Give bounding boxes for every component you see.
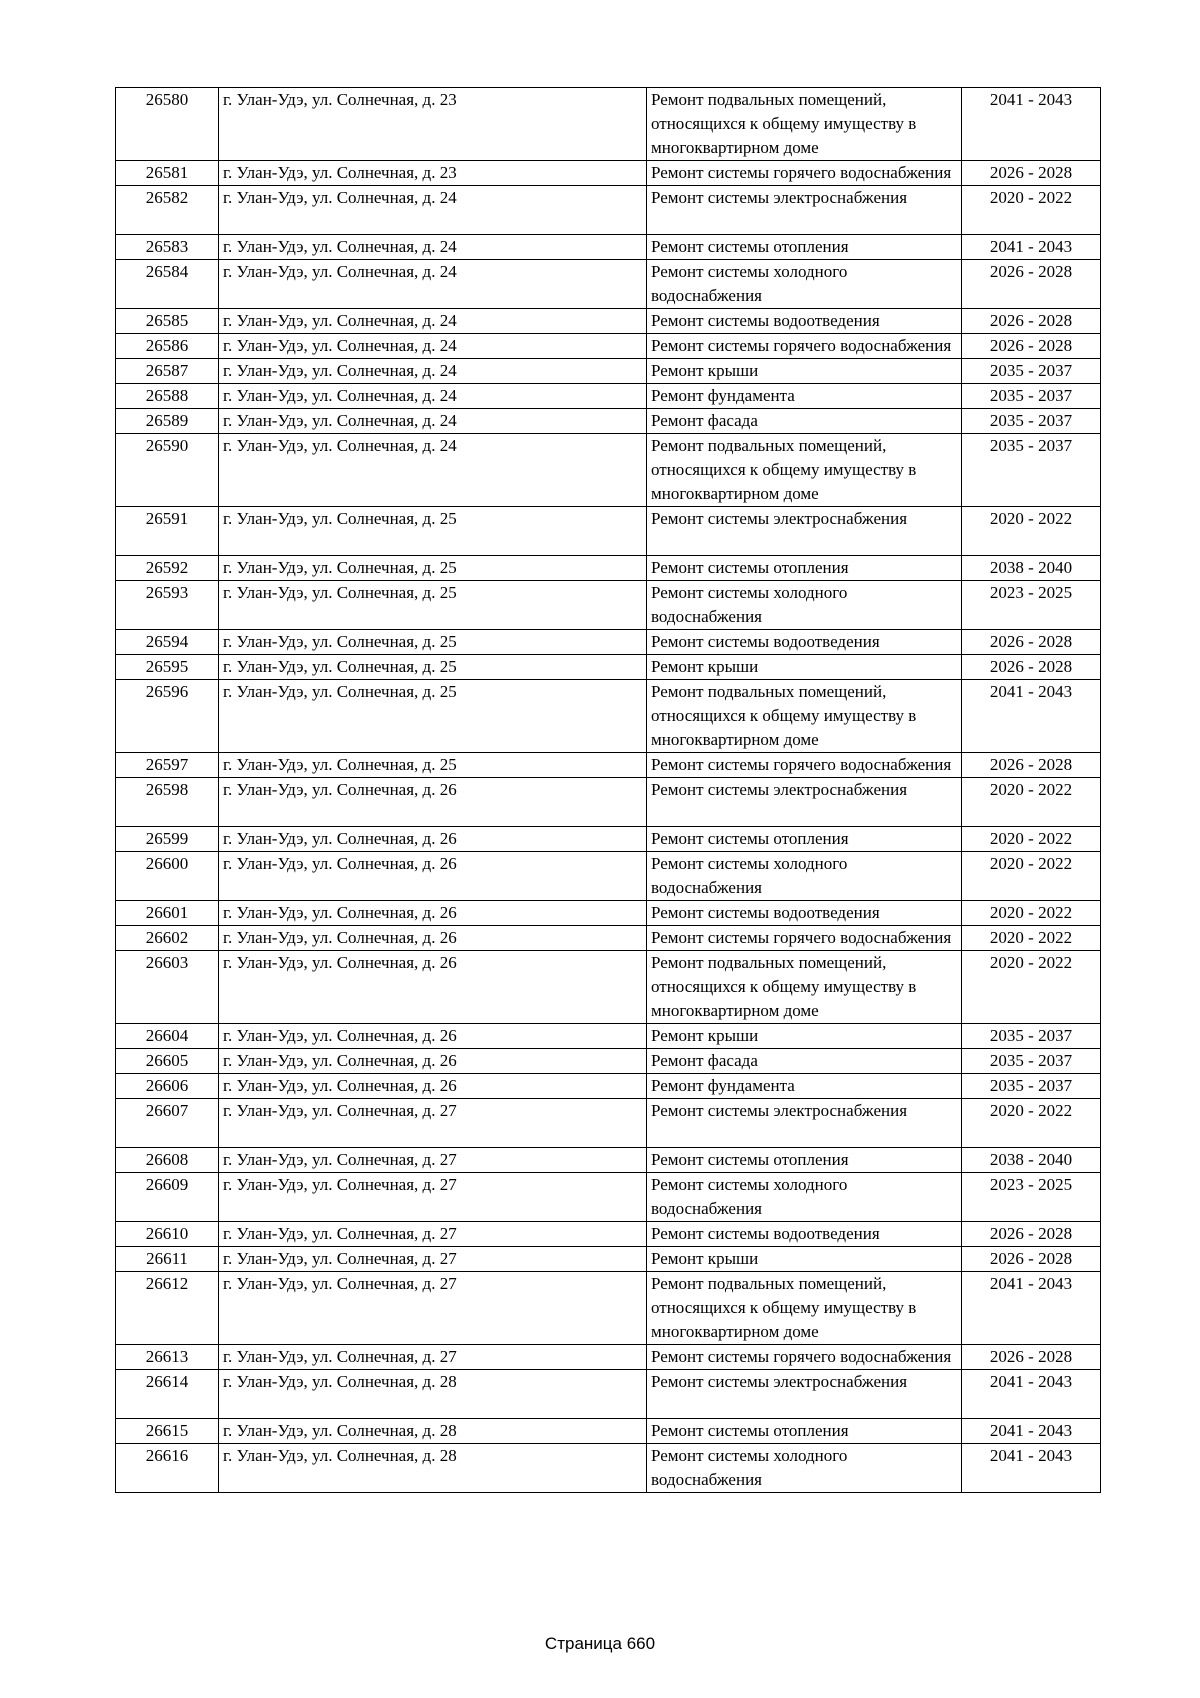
row-years-cell: 2020 - 2022: [962, 951, 1101, 1024]
table-row: [116, 334, 1101, 359]
row-work-cell: Ремонт системы горячего водоснабжения: [647, 161, 962, 186]
row-work-cell: Ремонт системы горячего водоснабжения: [647, 1345, 962, 1370]
row-years-cell: 2026 - 2028: [962, 655, 1101, 680]
row-years-cell: 2041 - 2043: [962, 1444, 1101, 1493]
row-years-cell: 2026 - 2028: [962, 1222, 1101, 1247]
row-address-cell: г. Улан-Удэ, ул. Солнечная, д. 24: [219, 434, 647, 507]
table-row: [116, 1370, 1101, 1419]
row-years-cell: 2020 - 2022: [962, 901, 1101, 926]
row-number-cell: 26606: [116, 1074, 219, 1099]
row-number-cell: 26601: [116, 901, 219, 926]
row-address-cell: г. Улан-Удэ, ул. Солнечная, д. 28: [219, 1370, 647, 1419]
row-years-cell: 2020 - 2022: [962, 827, 1101, 852]
row-years-cell: 2026 - 2028: [962, 334, 1101, 359]
row-work-cell: Ремонт подвальных помещений, относящихся к общему имуществу в многоквартирном доме: [647, 88, 962, 161]
table-row: [116, 186, 1101, 235]
row-work-cell: Ремонт системы отопления: [647, 556, 962, 581]
row-work-cell: Ремонт системы водоотведения: [647, 1222, 962, 1247]
row-address-cell: г. Улан-Удэ, ул. Солнечная, д. 25: [219, 680, 647, 753]
row-number-cell: 26607: [116, 1099, 219, 1148]
row-address-cell: г. Улан-Удэ, ул. Солнечная, д. 26: [219, 951, 647, 1024]
row-address-cell: г. Улан-Удэ, ул. Солнечная, д. 23: [219, 161, 647, 186]
row-years-cell: 2035 - 2037: [962, 1024, 1101, 1049]
row-address-cell: г. Улан-Удэ, ул. Солнечная, д. 24: [219, 186, 647, 235]
table-row: [116, 88, 1101, 161]
row-number-cell: 26597: [116, 753, 219, 778]
row-years-cell: 2038 - 2040: [962, 556, 1101, 581]
row-years-cell: 2041 - 2043: [962, 1272, 1101, 1345]
row-number-cell: 26595: [116, 655, 219, 680]
row-number-cell: 26591: [116, 507, 219, 556]
row-work-cell: Ремонт крыши: [647, 359, 962, 384]
row-work-cell: Ремонт системы холодного водоснабжения: [647, 1173, 962, 1222]
table-row: [116, 951, 1101, 1024]
table-row: [116, 753, 1101, 778]
row-work-cell: Ремонт системы отопления: [647, 1419, 962, 1444]
row-address-cell: г. Улан-Удэ, ул. Солнечная, д. 26: [219, 1024, 647, 1049]
row-years-cell: 2020 - 2022: [962, 186, 1101, 235]
row-years-cell: 2020 - 2022: [962, 852, 1101, 901]
table-row: [116, 1272, 1101, 1345]
table-row: [116, 556, 1101, 581]
row-number-cell: 26615: [116, 1419, 219, 1444]
row-address-cell: г. Улан-Удэ, ул. Солнечная, д. 24: [219, 260, 647, 309]
row-address-cell: г. Улан-Удэ, ул. Солнечная, д. 28: [219, 1419, 647, 1444]
table-row: [116, 384, 1101, 409]
row-number-cell: 26616: [116, 1444, 219, 1493]
row-work-cell: Ремонт системы электроснабжения: [647, 186, 962, 235]
row-years-cell: 2038 - 2040: [962, 1148, 1101, 1173]
row-address-cell: г. Улан-Удэ, ул. Солнечная, д. 24: [219, 334, 647, 359]
row-number-cell: 26589: [116, 409, 219, 434]
table-row: [116, 926, 1101, 951]
row-work-cell: Ремонт подвальных помещений, относящихся к общему имуществу в многоквартирном доме: [647, 951, 962, 1024]
table-row: [116, 630, 1101, 655]
row-years-cell: 2023 - 2025: [962, 1173, 1101, 1222]
row-address-cell: г. Улан-Удэ, ул. Солнечная, д. 24: [219, 309, 647, 334]
row-number-cell: 26611: [116, 1247, 219, 1272]
works-table: [115, 87, 1101, 1493]
row-number-cell: 26580: [116, 88, 219, 161]
row-number-cell: 26594: [116, 630, 219, 655]
table-row: [116, 852, 1101, 901]
row-work-cell: Ремонт системы отопления: [647, 235, 962, 260]
table-row: [116, 409, 1101, 434]
row-address-cell: г. Улан-Удэ, ул. Солнечная, д. 27: [219, 1148, 647, 1173]
row-work-cell: Ремонт системы холодного водоснабжения: [647, 852, 962, 901]
row-address-cell: г. Улан-Удэ, ул. Солнечная, д. 26: [219, 901, 647, 926]
row-number-cell: 26584: [116, 260, 219, 309]
row-number-cell: 26608: [116, 1148, 219, 1173]
row-work-cell: Ремонт крыши: [647, 655, 962, 680]
row-address-cell: г. Улан-Удэ, ул. Солнечная, д. 26: [219, 778, 647, 827]
row-address-cell: г. Улан-Удэ, ул. Солнечная, д. 27: [219, 1272, 647, 1345]
row-address-cell: г. Улан-Удэ, ул. Солнечная, д. 24: [219, 384, 647, 409]
row-address-cell: г. Улан-Удэ, ул. Солнечная, д. 25: [219, 630, 647, 655]
table-row: [116, 1247, 1101, 1272]
row-work-cell: Ремонт системы отопления: [647, 1148, 962, 1173]
row-number-cell: 26593: [116, 581, 219, 630]
row-work-cell: Ремонт подвальных помещений, относящихся к общему имуществу в многоквартирном доме: [647, 680, 962, 753]
table-row: [116, 1345, 1101, 1370]
row-address-cell: г. Улан-Удэ, ул. Солнечная, д. 25: [219, 753, 647, 778]
row-address-cell: г. Улан-Удэ, ул. Солнечная, д. 23: [219, 88, 647, 161]
row-years-cell: 2020 - 2022: [962, 507, 1101, 556]
row-work-cell: Ремонт подвальных помещений, относящихся к общему имуществу в многоквартирном доме: [647, 1272, 962, 1345]
row-years-cell: 2035 - 2037: [962, 384, 1101, 409]
row-years-cell: 2041 - 2043: [962, 1419, 1101, 1444]
row-years-cell: 2026 - 2028: [962, 1247, 1101, 1272]
table-row: [116, 901, 1101, 926]
row-number-cell: 26609: [116, 1173, 219, 1222]
row-number-cell: 26598: [116, 778, 219, 827]
row-work-cell: Ремонт системы горячего водоснабжения: [647, 753, 962, 778]
row-address-cell: г. Улан-Удэ, ул. Солнечная, д. 27: [219, 1222, 647, 1247]
row-number-cell: 26586: [116, 334, 219, 359]
table-row: [116, 1074, 1101, 1099]
row-number-cell: 26604: [116, 1024, 219, 1049]
table-row: [116, 309, 1101, 334]
row-address-cell: г. Улан-Удэ, ул. Солнечная, д. 25: [219, 655, 647, 680]
row-work-cell: Ремонт системы горячего водоснабжения: [647, 926, 962, 951]
row-address-cell: г. Улан-Удэ, ул. Солнечная, д. 24: [219, 359, 647, 384]
row-work-cell: Ремонт системы холодного водоснабжения: [647, 1444, 962, 1493]
table-row: [116, 581, 1101, 630]
table-row: [116, 434, 1101, 507]
row-number-cell: 26592: [116, 556, 219, 581]
row-work-cell: Ремонт системы отопления: [647, 827, 962, 852]
row-years-cell: 2041 - 2043: [962, 1370, 1101, 1419]
row-address-cell: г. Улан-Удэ, ул. Солнечная, д. 27: [219, 1173, 647, 1222]
row-number-cell: 26599: [116, 827, 219, 852]
table-row: [116, 235, 1101, 260]
row-number-cell: 26600: [116, 852, 219, 901]
row-work-cell: Ремонт крыши: [647, 1024, 962, 1049]
row-work-cell: Ремонт системы электроснабжения: [647, 1370, 962, 1419]
row-number-cell: 26587: [116, 359, 219, 384]
table-row: [116, 507, 1101, 556]
row-work-cell: Ремонт системы холодного водоснабжения: [647, 581, 962, 630]
row-work-cell: Ремонт системы холодного водоснабжения: [647, 260, 962, 309]
row-years-cell: 2035 - 2037: [962, 434, 1101, 507]
row-address-cell: г. Улан-Удэ, ул. Солнечная, д. 25: [219, 581, 647, 630]
table-row: [116, 827, 1101, 852]
row-number-cell: 26605: [116, 1049, 219, 1074]
table-row: [116, 359, 1101, 384]
row-years-cell: 2020 - 2022: [962, 1099, 1101, 1148]
row-work-cell: Ремонт подвальных помещений, относящихся к общему имуществу в многоквартирном доме: [647, 434, 962, 507]
row-number-cell: 26610: [116, 1222, 219, 1247]
row-number-cell: 26583: [116, 235, 219, 260]
row-work-cell: Ремонт фасада: [647, 1049, 962, 1074]
row-work-cell: Ремонт крыши: [647, 1247, 962, 1272]
row-address-cell: г. Улан-Удэ, ул. Солнечная, д. 25: [219, 556, 647, 581]
row-work-cell: Ремонт системы водоотведения: [647, 309, 962, 334]
works-table-body: [116, 88, 1101, 1493]
table-row: [116, 655, 1101, 680]
row-address-cell: г. Улан-Удэ, ул. Солнечная, д. 26: [219, 926, 647, 951]
row-number-cell: 26614: [116, 1370, 219, 1419]
row-years-cell: 2041 - 2043: [962, 235, 1101, 260]
row-work-cell: Ремонт фундамента: [647, 1074, 962, 1099]
table-row: [116, 161, 1101, 186]
row-years-cell: 2023 - 2025: [962, 581, 1101, 630]
row-address-cell: г. Улан-Удэ, ул. Солнечная, д. 26: [219, 1049, 647, 1074]
row-work-cell: Ремонт системы электроснабжения: [647, 778, 962, 827]
table-row: [116, 1099, 1101, 1148]
row-number-cell: 26612: [116, 1272, 219, 1345]
row-years-cell: 2035 - 2037: [962, 359, 1101, 384]
row-work-cell: Ремонт системы водоотведения: [647, 630, 962, 655]
row-number-cell: 26582: [116, 186, 219, 235]
row-years-cell: 2026 - 2028: [962, 309, 1101, 334]
row-years-cell: 2020 - 2022: [962, 778, 1101, 827]
row-work-cell: Ремонт системы водоотведения: [647, 901, 962, 926]
row-work-cell: Ремонт системы электроснабжения: [647, 507, 962, 556]
row-number-cell: 26590: [116, 434, 219, 507]
table-row: [116, 1444, 1101, 1493]
row-years-cell: 2035 - 2037: [962, 1074, 1101, 1099]
row-number-cell: 26603: [116, 951, 219, 1024]
row-address-cell: г. Улан-Удэ, ул. Солнечная, д. 27: [219, 1099, 647, 1148]
table-row: [116, 680, 1101, 753]
table-row: [116, 1419, 1101, 1444]
table-row: [116, 1049, 1101, 1074]
row-years-cell: 2041 - 2043: [962, 680, 1101, 753]
row-number-cell: 26602: [116, 926, 219, 951]
row-years-cell: 2026 - 2028: [962, 753, 1101, 778]
row-address-cell: г. Улан-Удэ, ул. Солнечная, д. 26: [219, 827, 647, 852]
row-years-cell: 2026 - 2028: [962, 161, 1101, 186]
row-work-cell: Ремонт системы горячего водоснабжения: [647, 334, 962, 359]
row-number-cell: 26596: [116, 680, 219, 753]
table-row: [116, 778, 1101, 827]
row-address-cell: г. Улан-Удэ, ул. Солнечная, д. 24: [219, 235, 647, 260]
table-row: [116, 260, 1101, 309]
row-number-cell: 26585: [116, 309, 219, 334]
table-row: [116, 1222, 1101, 1247]
page-number: Страница 660: [544, 1634, 656, 1653]
row-years-cell: 2026 - 2028: [962, 630, 1101, 655]
row-years-cell: 2035 - 2037: [962, 1049, 1101, 1074]
table-row: [116, 1173, 1101, 1222]
row-address-cell: г. Улан-Удэ, ул. Солнечная, д. 26: [219, 1074, 647, 1099]
row-address-cell: г. Улан-Удэ, ул. Солнечная, д. 27: [219, 1345, 647, 1370]
row-address-cell: г. Улан-Удэ, ул. Солнечная, д. 27: [219, 1247, 647, 1272]
table-row: [116, 1148, 1101, 1173]
row-years-cell: 2041 - 2043: [962, 88, 1101, 161]
row-work-cell: Ремонт системы электроснабжения: [647, 1099, 962, 1148]
row-number-cell: 26613: [116, 1345, 219, 1370]
row-years-cell: 2026 - 2028: [962, 1345, 1101, 1370]
row-years-cell: 2020 - 2022: [962, 926, 1101, 951]
row-years-cell: 2035 - 2037: [962, 409, 1101, 434]
row-work-cell: Ремонт фасада: [647, 409, 962, 434]
row-address-cell: г. Улан-Удэ, ул. Солнечная, д. 28: [219, 1444, 647, 1493]
row-address-cell: г. Улан-Удэ, ул. Солнечная, д. 26: [219, 852, 647, 901]
table-row: [116, 1024, 1101, 1049]
row-number-cell: 26581: [116, 161, 219, 186]
row-address-cell: г. Улан-Удэ, ул. Солнечная, д. 25: [219, 507, 647, 556]
row-address-cell: г. Улан-Удэ, ул. Солнечная, д. 24: [219, 409, 647, 434]
row-years-cell: 2026 - 2028: [962, 260, 1101, 309]
row-number-cell: 26588: [116, 384, 219, 409]
row-work-cell: Ремонт фундамента: [647, 384, 962, 409]
